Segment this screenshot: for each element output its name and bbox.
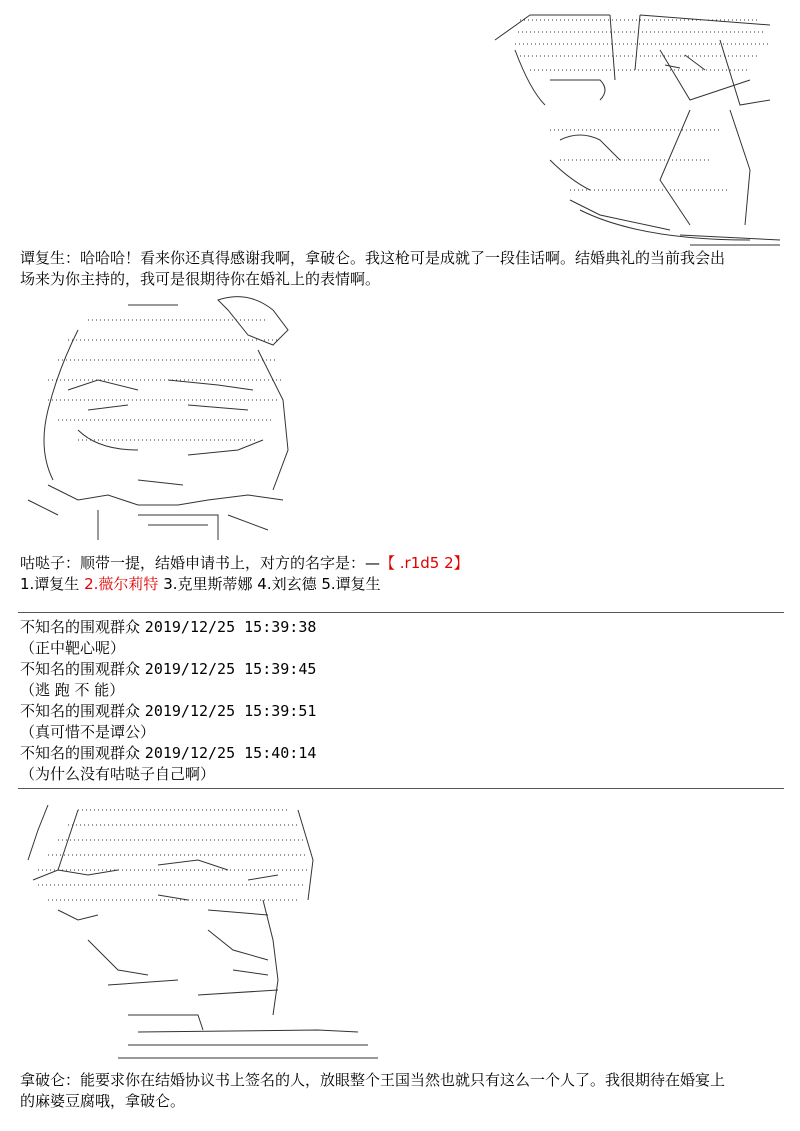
dice-roll-result: 【 .r1d5 2】 [380, 554, 469, 572]
comment-4-header [20, 743, 316, 764]
choice-5: 5.谭复生 [321, 575, 381, 593]
comment-author: 不知名的围观群众 [20, 618, 141, 636]
narration-tan-fusheng-line-1: 谭复生：哈哈哈！看来你还真得感谢我啊，拿破仑。我这枪可是成就了一段佳话啊。结婚典礼的当前我会出 [20, 249, 726, 267]
ascii-art-character-1 [490, 10, 780, 250]
comment-2-header [20, 659, 316, 680]
choice-3: 3.克里斯蒂娜 [163, 575, 253, 593]
ascii-art-character-2 [18, 290, 303, 550]
comment-1-header [20, 617, 316, 638]
choice-1: 1.谭复生 [20, 575, 80, 593]
comment-time: 2019/12/25 15:39:45 [144, 660, 317, 678]
divider-top [18, 612, 784, 613]
choice-4: 4.刘玄德 [257, 575, 317, 593]
choice-2-selected: 2.薇尔莉特 [84, 575, 159, 593]
comment-author: 不知名的围观群众 [20, 744, 141, 762]
ascii-art-character-3 [18, 800, 388, 1062]
comment-time: 2019/12/25 15:40:14 [144, 744, 317, 762]
comment-author: 不知名的围观群众 [20, 660, 141, 678]
comment-time: 2019/12/25 15:39:51 [144, 702, 317, 720]
comment-time: 2019/12/25 15:39:38 [144, 618, 317, 636]
choice-list [20, 574, 381, 595]
comment-author: 不知名的围观群众 [20, 702, 141, 720]
comment-2-text: （逃 跑 不 能） [20, 681, 125, 699]
comment-1-text: （正中靶心呢） [20, 639, 126, 657]
narration-napoleon-line-1: 拿破仑：能要求你在结婚协议书上签名的人，放眼整个王国当然也就只有这么一个人了。我很期待在婚宴上 [20, 1071, 726, 1089]
narration-gudazi-line-1 [20, 553, 469, 574]
narration-tan-fusheng-line-2: 场来为你主持的，我可是很期待你在婚礼上的表情啊。 [20, 270, 381, 288]
narration-gudazi-prefix: 咕哒子：顺带一提，结婚申请书上，对方的名字是：— [20, 554, 381, 572]
narration-napoleon-line-2: 的麻婆豆腐哦，拿破仑。 [20, 1092, 186, 1110]
comment-4-text: （为什么没有咕哒子自己啊） [20, 765, 216, 783]
comment-3-header [20, 701, 316, 722]
divider-bottom [18, 788, 784, 789]
comment-3-text: （真可惜不是谭公） [20, 723, 156, 741]
